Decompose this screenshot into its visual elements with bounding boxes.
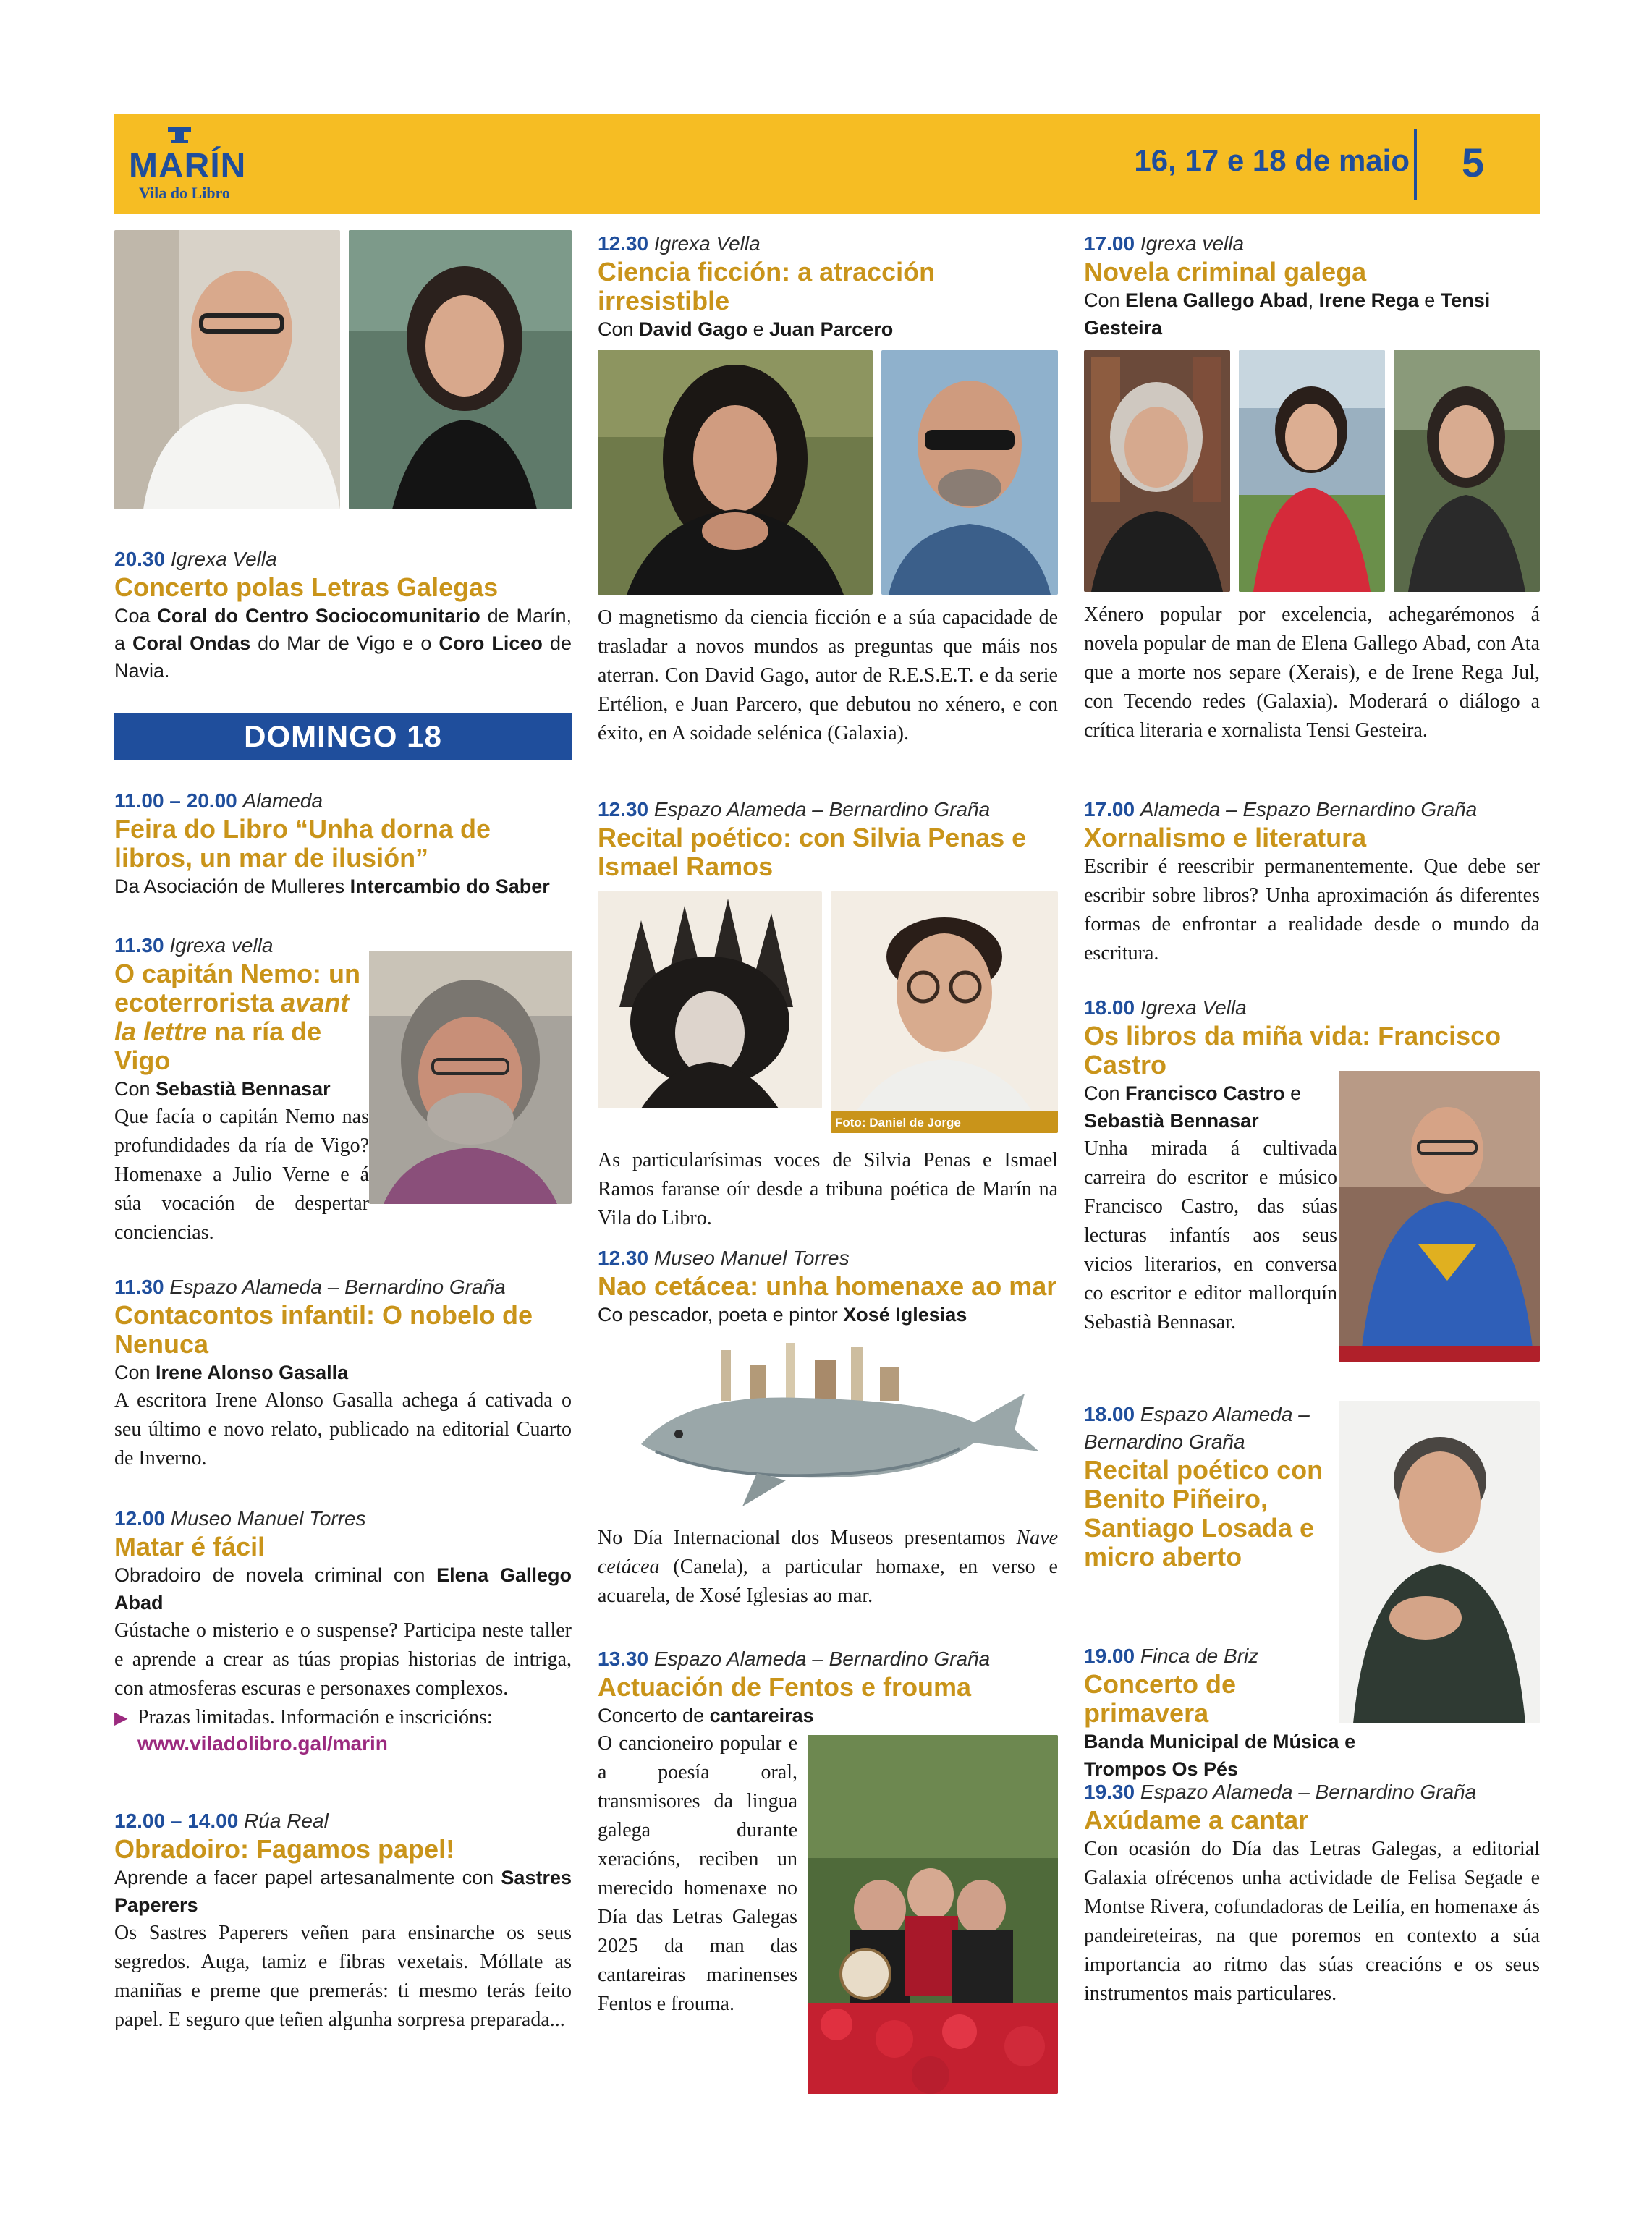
event-title: Novela criminal galega bbox=[1084, 257, 1367, 287]
event-participants: Obradoiro de novela criminal con Elena Gallego Abad bbox=[114, 1564, 572, 1614]
portrait-woman-forest-hair-icon bbox=[598, 891, 822, 1108]
event-novela-criminal bbox=[1084, 230, 1540, 745]
event-title: Os libros da miña vida: Francisco Castro bbox=[1084, 1021, 1501, 1080]
event-place: Espazo Alameda – Bernardino Graña bbox=[169, 1276, 506, 1298]
event-place: Rúa Real bbox=[244, 1810, 329, 1832]
event-contacontos bbox=[114, 1273, 572, 1473]
event-place: Alameda – Espazo Bernardino Graña bbox=[1140, 798, 1478, 820]
event-xornalismo bbox=[1084, 796, 1540, 968]
event-place: Igrexa Vella bbox=[170, 548, 277, 570]
header-divider bbox=[1414, 129, 1417, 200]
event-description: O cancioneiro popular e a poesía oral, transmisores da lingua galega durante xeracións, reciben un merecido homenaxe no Día das Letras Galegas 2025 da man das cantareiras marinenses Fentos e frouma. bbox=[598, 1732, 797, 2015]
event-time: 19.30 bbox=[1084, 1781, 1135, 1803]
event-title: Xornalismo e literatura bbox=[1084, 823, 1367, 852]
event-participants: Con David Gago e Juan Parcero bbox=[598, 318, 894, 340]
event-title: Obradoiro: Fagamos papel! bbox=[114, 1834, 455, 1864]
event-title: Matar é fácil bbox=[114, 1532, 266, 1561]
event-matar-facil bbox=[114, 1505, 572, 1755]
page-header bbox=[114, 114, 1540, 214]
arrow-right-icon: ▶ bbox=[114, 1708, 128, 1728]
event-participants: Con Irene Alonso Gasalla bbox=[114, 1362, 349, 1383]
portrait-long-hair-man-icon bbox=[598, 350, 873, 595]
event-participants: Coa Coral do Centro Sociocomunitario de Marín, a Coral Ondas do Mar de Vigo e o Coro Liceo de Navia. bbox=[114, 605, 572, 682]
event-nao-cetacea bbox=[598, 1244, 1058, 1611]
event-participants: Con Sebastià Bennasar bbox=[114, 1078, 331, 1100]
photo-david-gago bbox=[598, 350, 873, 595]
event-fagamos-papel bbox=[114, 1807, 572, 2035]
event-fentos-frouma bbox=[598, 1645, 1058, 2019]
event-description: Os Sastres Paperers veñen para ensinarche os seus segredos. Auga, tamiz e fibras vexetais. Móllate as maniñas e preme que premerás: ti mesmo terás feito papel. E seguro que teñen algunha sorpresa preparada... bbox=[114, 1922, 572, 2031]
photo-ismael-ramos bbox=[831, 891, 1058, 1133]
event-meta bbox=[1084, 1401, 1337, 1456]
speaker-photos bbox=[598, 891, 1058, 1146]
photo-fentos-frouma bbox=[808, 1735, 1058, 2094]
photo-elena-gallego-abad bbox=[1084, 350, 1230, 592]
photo-francisco-castro bbox=[1339, 1071, 1540, 1362]
event-place: Igrexa Vella bbox=[1140, 996, 1247, 1019]
page-number: 5 bbox=[1462, 140, 1485, 185]
event-description: No Día Internacional dos Museos presentamos Nave cetácea (Canela), a particular homaxe, en verso e acuarela, de Xosé Iglesias ao mar. bbox=[598, 1527, 1058, 1607]
event-place: Espazo Alameda – Bernardino Graña bbox=[653, 798, 991, 820]
photo-juan-parcero bbox=[881, 350, 1058, 595]
photo-woman-dark-hair bbox=[349, 230, 572, 509]
event-participants: Con Francisco Castro e Sebastià Bennasar bbox=[1084, 1082, 1302, 1132]
event-place: Igrexa vella bbox=[169, 934, 274, 957]
event-description: A escritora Irene Alonso Gasalla achega á cativada o seu último e novo relato, publicado na editorial Cuarto de Inverno. bbox=[114, 1389, 572, 1470]
event-time: 12.30 bbox=[598, 1247, 649, 1269]
photo-choir-director bbox=[114, 230, 340, 509]
event-title: Recital poético con Benito Piñeiro, Santiago Losada e micro aberto bbox=[1084, 1455, 1323, 1572]
event-place: Igrexa vella bbox=[1140, 232, 1245, 255]
event-ciencia-ficcion bbox=[598, 230, 1058, 748]
event-feira-libro bbox=[114, 787, 572, 900]
photo-irene-rega bbox=[1239, 350, 1385, 592]
speaker-photos bbox=[1084, 350, 1540, 601]
whale-illustration bbox=[598, 1336, 1058, 1524]
event-libros-vida bbox=[1084, 994, 1540, 1337]
event-axudame-cantar bbox=[1084, 1778, 1540, 2009]
event-time: 12.00 bbox=[114, 1507, 166, 1530]
event-time: 17.00 bbox=[1084, 798, 1135, 820]
event-time: 11.00 – 20.00 bbox=[114, 789, 237, 812]
logo-subtitle: Vila do Libro bbox=[139, 184, 230, 202]
event-time: 12.30 bbox=[598, 232, 649, 255]
logo-emblem-icon bbox=[165, 126, 194, 145]
event-participants: Aprende a facer papel artesanalmente con Sastres Paperers bbox=[114, 1867, 572, 1916]
portrait-woman-outdoors-icon bbox=[1394, 350, 1540, 592]
event-place: Espazo Alameda – Bernardino Graña bbox=[1140, 1781, 1477, 1803]
event-title: Nao cetácea: unha homenaxe ao mar bbox=[598, 1271, 1057, 1301]
event-time: 11.30 bbox=[114, 1276, 164, 1298]
event-description: Escribir é reescribir permanentemente. Que debe ser escribir sobre libros? Unha aproximación ás diferentes formas de enfrontar a realidade desde o mundo da escritura. bbox=[1084, 855, 1540, 964]
event-concerto-primavera bbox=[1084, 1642, 1540, 1783]
event-capitan-nemo bbox=[114, 932, 572, 1247]
portrait-man-superman-shirt-icon bbox=[1339, 1071, 1540, 1362]
festival-dates: 16, 17 e 18 de maio bbox=[1134, 143, 1410, 177]
photo-tensi-gesteira bbox=[1394, 350, 1540, 592]
photo-sebastia-bennasar bbox=[369, 951, 572, 1204]
photo-silvia-penas bbox=[598, 891, 822, 1108]
event-time: 17.00 bbox=[1084, 232, 1135, 255]
event-place: Igrexa Vella bbox=[653, 232, 761, 255]
event-title: Actuación de Fentos e frouma bbox=[598, 1672, 972, 1702]
photo-credit: Foto: Daniel de Jorge bbox=[835, 1116, 961, 1129]
event-place: Espazo Alameda – Bernardino Graña bbox=[1084, 1403, 1310, 1453]
event-participants: Co pescador, poeta e pintor Xosé Iglesias bbox=[598, 1304, 967, 1326]
registration-note: ▶ Prazas limitadas. Información e inscricións: bbox=[114, 1703, 572, 1732]
portrait-woman-grey-hair-icon bbox=[1084, 350, 1230, 592]
marin-logo bbox=[129, 124, 274, 205]
event-time: 18.00 bbox=[1084, 1403, 1135, 1425]
event-time: 18.00 bbox=[1084, 996, 1135, 1019]
event-title: Feira do Libro “Unha dorna de libros, un mar de ilusión” bbox=[114, 814, 491, 873]
event-time: 19.00 bbox=[1084, 1645, 1135, 1667]
event-description: Xénero popular por excelencia, achegarémonos á novela popular de man de Elena Gallego Abad, con Ata que a morte nos separe (Xerais), e de Irene Rega Jul, con Tecendo redes (Galaxia). Moderará o diálogo a crítica literaria e xornalista Tensi Gesteira. bbox=[1084, 603, 1540, 742]
day-banner: DOMINGO 18 bbox=[114, 713, 572, 760]
event-description: As particularísimas voces de Silvia Penas e Ismael Ramos faranse oír desde a tribuna poética de Marín na Vila do Libro. bbox=[598, 1149, 1058, 1229]
event-concerto-letras bbox=[114, 546, 572, 684]
event-title: Recital poético: con Silvia Penas e Ismael Ramos bbox=[598, 823, 1027, 881]
portrait-woman-red-top-icon bbox=[1239, 350, 1385, 592]
whale-watercolor-icon bbox=[612, 1336, 1043, 1517]
event-participants: Da Asociación de Mulleres Intercambio do Saber bbox=[114, 875, 550, 897]
logo-word: MARÍN bbox=[129, 147, 247, 185]
event-description: O magnetismo da ciencia ficción e a súa capacidade de trasladar a novos mundos as preguntas que máis nos aterran. Con David Gago, autor de R.E.S.E.T. e da serie Ertélion, e Juan Parcero, que debutou no xénero, e con éxito, en A soidade selénica (Galaxia). bbox=[598, 606, 1058, 745]
speaker-photos bbox=[598, 350, 1058, 603]
event-time: 12.30 bbox=[598, 798, 649, 820]
event-time: 20.30 bbox=[114, 548, 166, 570]
event-place: Finca de Briz bbox=[1140, 1645, 1259, 1667]
event-title: Axúdame a cantar bbox=[1084, 1805, 1309, 1835]
event-title: Ciencia ficción: a atracción irresistible bbox=[598, 257, 936, 315]
event-description: Gústache o misterio e o suspense? Participa neste taller e aprende a crear as túas propias historias de intriga, con atmosferas escuras e personaxes complexos. bbox=[114, 1619, 572, 1700]
event-recital-benito bbox=[1084, 1401, 1540, 1572]
event-time: 13.30 bbox=[598, 1648, 649, 1670]
event-participants: Banda Municipal de Música e Trompos Os Pés bbox=[1084, 1731, 1356, 1780]
event-description: Unha mirada á cultivada carreira do escritor e músico Francisco Castro, das súas lecturas infantís aos seus vicios literarios, en conversa co escritor e editor mallorquín Sebastià Bennasar. bbox=[1084, 1137, 1337, 1333]
portrait-woman-icon bbox=[349, 230, 572, 509]
portrait-man-grey-hair-icon bbox=[369, 951, 572, 1204]
event-time: 12.00 – 14.00 bbox=[114, 1810, 239, 1832]
event-participants: Concerto de cantareiras bbox=[598, 1705, 814, 1726]
event-title: Contacontos infantil: O nobelo de Nenuca bbox=[114, 1300, 533, 1359]
registration-link[interactable]: www.viladolibro.gal/marin bbox=[137, 1732, 388, 1755]
event-description: Con ocasión do Día das Letras Galegas, a editorial Galaxia ofrécenos unha actividade de Felisa Segade e Montse Rivera, cofundadoras de Leilía, en homenaxe ás pandeireteiras, na que poremos en contexto a súa importancia ao ritmo das súas creacións e os seus instrumentos mais particulares. bbox=[1084, 1838, 1540, 2005]
event-title: Concerto polas Letras Galegas bbox=[114, 572, 499, 602]
event-recital-silvia-ismael bbox=[598, 796, 1058, 1233]
event-place: Museo Manuel Torres bbox=[170, 1507, 366, 1530]
event-place: Alameda bbox=[242, 789, 323, 812]
portrait-man-glasses-icon bbox=[114, 230, 340, 509]
event-time: 11.30 bbox=[114, 934, 164, 957]
portrait-bald-man-sunglasses-icon bbox=[881, 350, 1058, 595]
singers-group-flowers-icon bbox=[808, 1735, 1058, 2094]
portrait-man-round-glasses-icon bbox=[831, 891, 1058, 1133]
event-place: Museo Manuel Torres bbox=[653, 1247, 850, 1269]
event-title: Concerto de primavera bbox=[1084, 1669, 1237, 1728]
event-description: Que facía o capitán Nemo nas profundidades da ría de Vigo? Homenaxe a Julio Verne e á súa vocación de despertar conciencias. bbox=[114, 1106, 369, 1244]
event-place: Espazo Alameda – Bernardino Graña bbox=[653, 1648, 991, 1670]
event-participants: Con Elena Gallego Abad, Irene Rega e Tensi Gesteira bbox=[1084, 289, 1491, 339]
event-title: O capitán Nemo: un ecoterrorista avant la lettre na ría de Vigo bbox=[114, 959, 361, 1075]
